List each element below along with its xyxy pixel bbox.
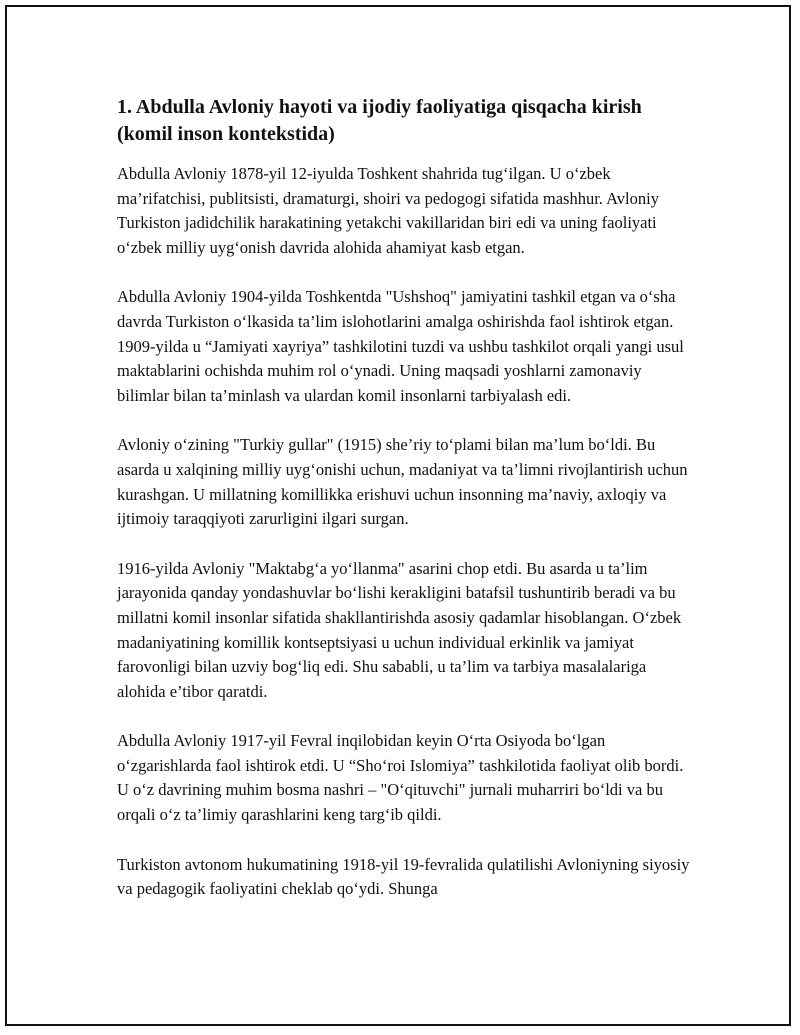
document-body bbox=[117, 94, 697, 902]
section-heading: 1. Abdulla Avloniy hayoti va ijodiy faoliyatiga qisqacha kirish (komil inson kontekstida) bbox=[117, 96, 642, 145]
paragraph-3: Avloniy o‘zining "Turkiy gullar" (1915) she’riy to‘plami bilan ma’lum bo‘ldi. Bu asarda u xalqining milliy uyg‘onishi uchun, madaniyat va ta’limni rivojlantirish uchun kurashgan. U millatning komillikka erishuvi uchun insonning ma’naviy, axloqiy va ijtimoiy taraqqiyoti zarurligini ilgari surgan. bbox=[117, 435, 688, 529]
paragraph-2: Abdulla Avloniy 1904-yilda Toshkentda "Ushshoq" jamiyatini tashkil etgan va o‘sha davrda Turkiston o‘lkasida ta’lim islohotlarini amalga oshirishda faol ishtirok etgan. 1909-yilda u “Jamiyati xayriya” tashkilotini tuzdi va ushbu tashkilot orqali yangi usul maktablarini ochishda muhim rol o‘ynadi. Uning maqsadi yoshlarni zamonaviy bilimlar bilan ta’minlash va ulardan komil insonlarni tarbiyalash edi. bbox=[117, 287, 684, 405]
paragraph-1: Abdulla Avloniy 1878-yil 12-iyulda Toshkent shahrida tug‘ilgan. U o‘zbek ma’rifatchisi, publitsisti, dramaturgi, shoiri va pedogogi sifatida mashhur. Avloniy Turkiston jadidchilik harakatining yetakchi vakillaridan biri edi va uning faoliyati o‘zbek milliy uyg‘onish davrida alohida ahamiyat kasb etgan. bbox=[117, 164, 659, 257]
paragraph-5: Abdulla Avloniy 1917-yil Fevral inqilobidan keyin O‘rta Osiyoda bo‘lgan o‘zgarishlarda faol ishtirok etdi. U “Sho‘roi Islomiya” tashkilotida faoliyat olib bordi. U o‘z davrining muhim bosma nashri – "O‘qituvchi" jurnali muharriri bo‘ldi va bu orqali o‘z ta’limiy qarashlarini keng targ‘ib qildi. bbox=[117, 731, 684, 825]
paragraph-6: Turkiston avtonom hukumatining 1918-yil 19-fevralida qulatilishi Avloniyning siyosiy va pedagogik faoliyatini cheklab qo‘ydi. Shunga bbox=[117, 854, 690, 899]
paragraph-4: 1916-yilda Avloniy "Maktabg‘a yo‘llanma" asarini chop etdi. Bu asarda u ta’lim jarayonida qanday yondashuvlar bo‘lishi kerakligini batafsil tushuntirib beradi va bu millatni komil insonlar sifatida shakllantirishda asosiy qadamlar hisoblangan. O‘zbek madaniyatining komillik kontseptsiyasi u uchun individual erkinlik va jamiyat farovonligi bilan uzviy bog‘liq edi. Shu sababli, u ta’lim va tarbiya masalalariga alohida e’tibor qaratdi. bbox=[117, 558, 682, 701]
